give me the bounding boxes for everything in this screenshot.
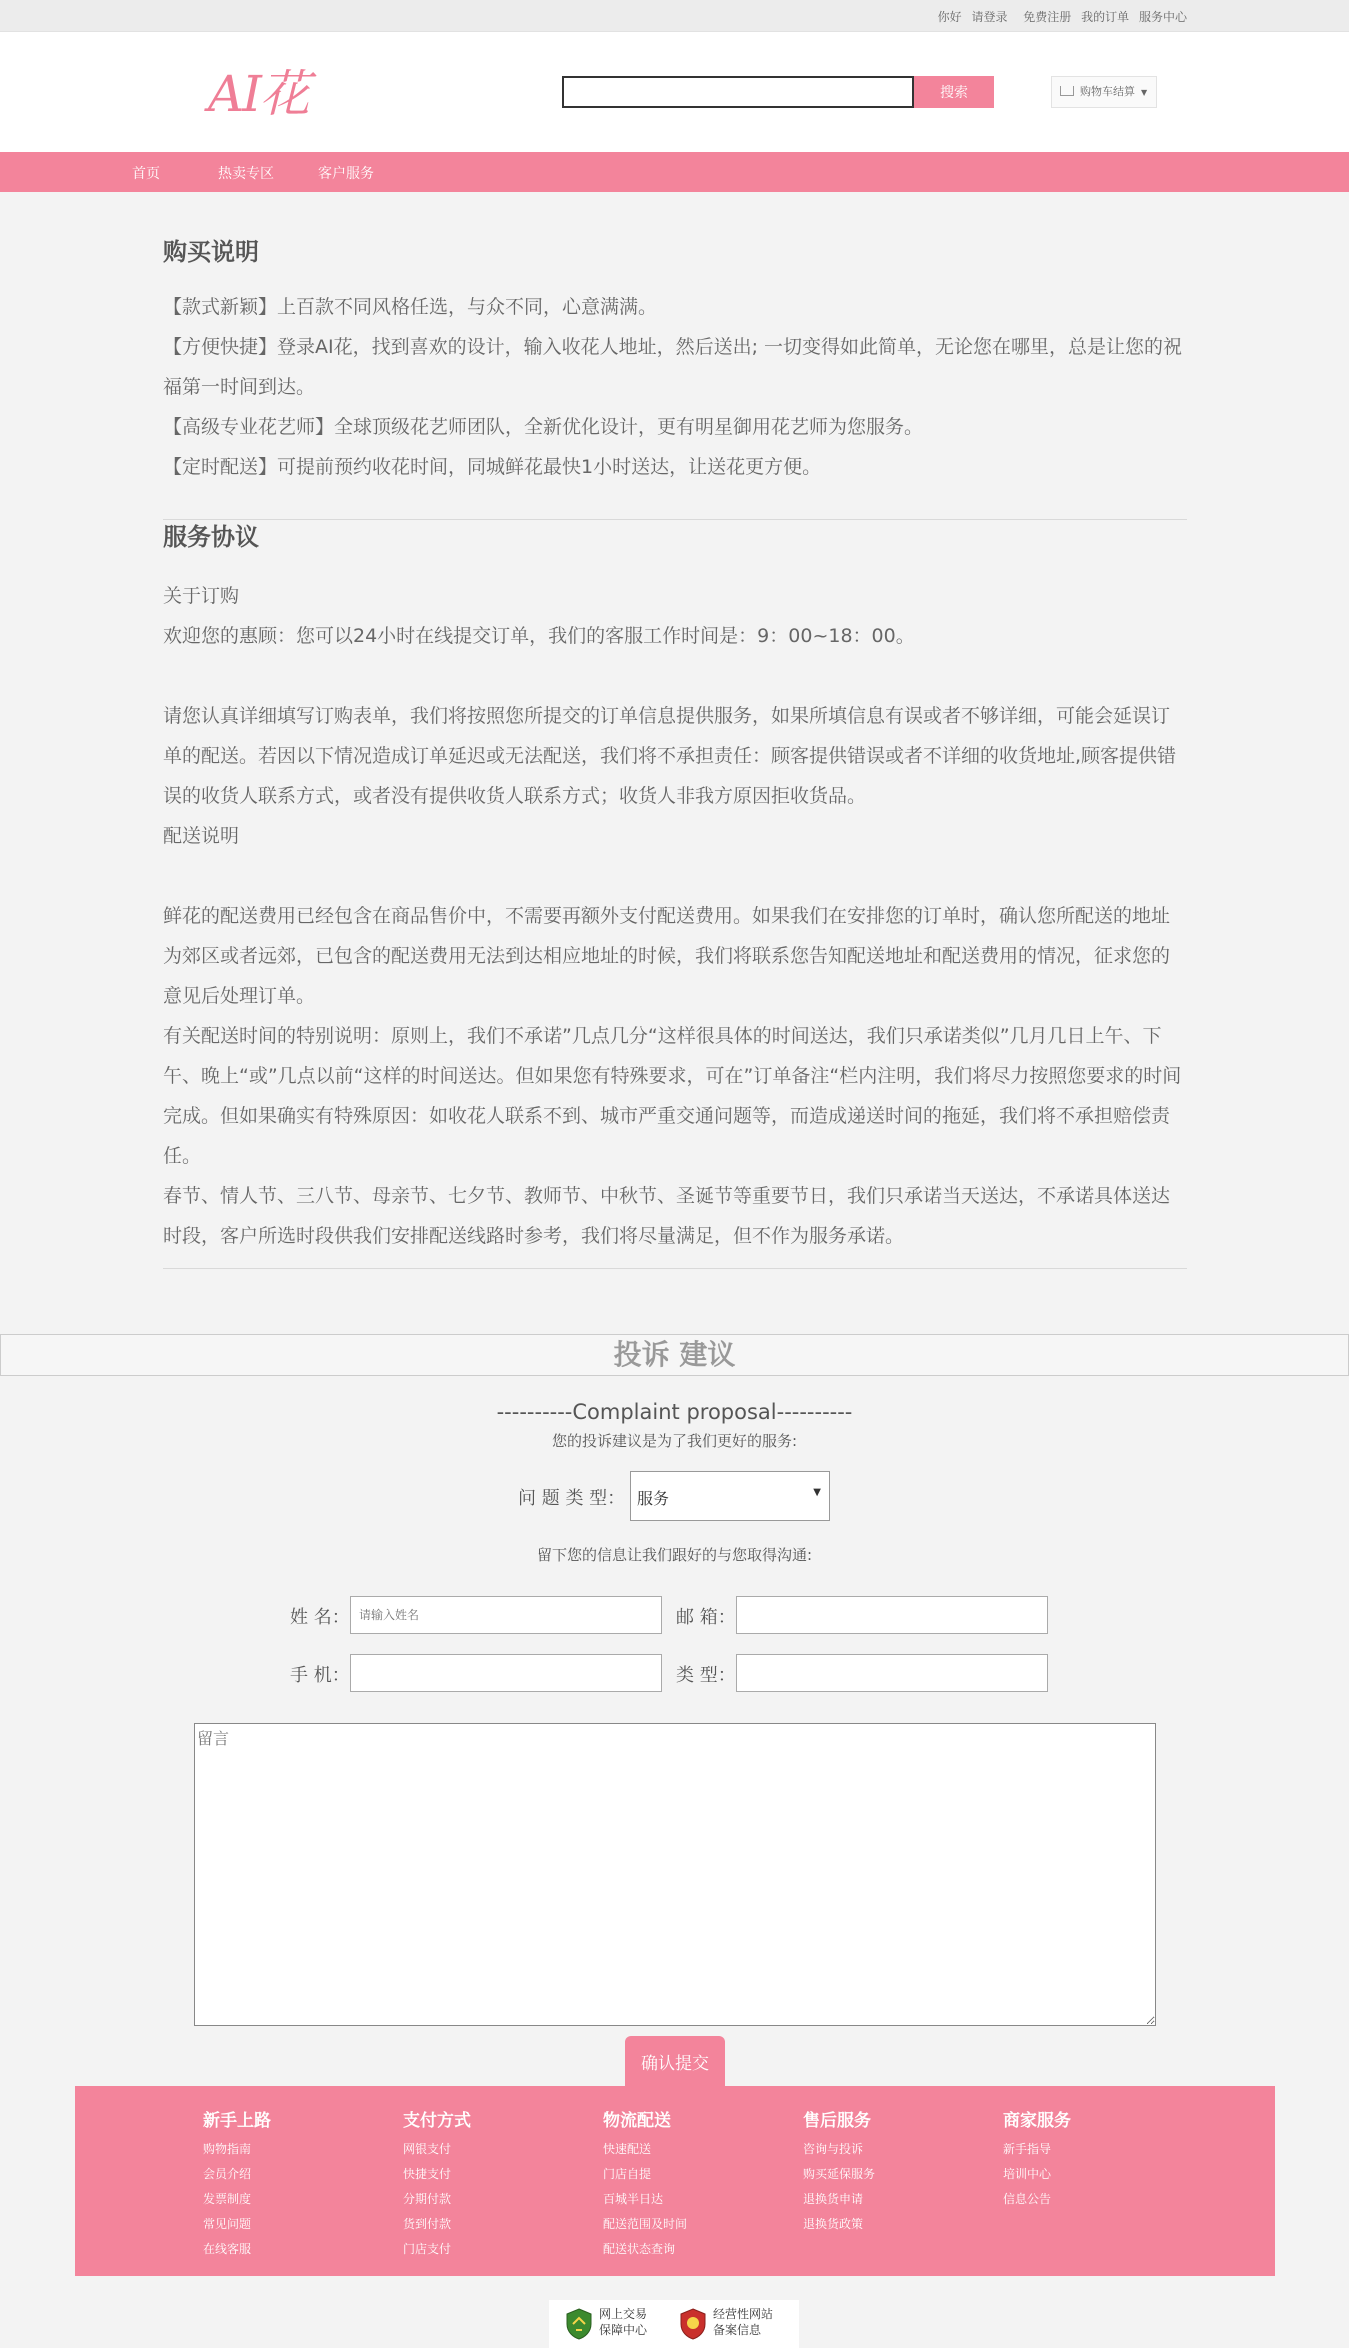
message-textarea[interactable] [194,1723,1156,2026]
footer-link[interactable]: 培训中心 [1003,2167,1052,2181]
footer-link[interactable]: 信息公告 [1003,2192,1052,2206]
footer-link[interactable]: 配送状态查询 [603,2242,676,2256]
shield-icon [565,2308,593,2340]
cart-icon [1060,86,1074,96]
phone-input[interactable] [350,1654,662,1692]
search-input[interactable] [562,76,914,108]
my-orders-link[interactable]: 我的订单 [1081,10,1130,24]
agreement-paragraph: 请您认真详细填写订购表单，我们将按照您所提交的订单信息提供服务，如果所填信息有误或者不够详细，可能会延误订单的配送。若因以下情况造成订单延迟或无法配送，我们将不承担责任：顾客提供错误或者不详细的收货地址,顾客提供错误的收货人联系方式，或者没有提供收货人联系方式；收货人非我方原因拒收货品。 [163,705,1177,807]
badge-line: 经营性网站 [713,2307,774,2321]
agreement-paragraph: 关于订购 [163,585,240,607]
footer-heading: 售后服务 [803,2111,871,2131]
register-link[interactable]: 免费注册 [1023,10,1072,24]
complaint-en-title: ----------Complaint proposal---------- [496,1400,853,1424]
agreement-title: 服务协议 [163,523,259,551]
footer-link[interactable]: 常见问题 [203,2217,252,2231]
footer-heading: 物流配送 [603,2111,671,2131]
agreement-paragraph: 春节、情人节、三八节、母亲节、七夕节、教师节、中秋节、圣诞节等重要节日，我们只承诺当天送达，不承诺具体送达时段，客户所选时段供我们安排配送线路时参考，我们将尽量满足，但不作为服务承诺。 [163,1185,1171,1247]
login-link[interactable]: 请登录 [971,10,1008,24]
footer-link[interactable]: 会员介绍 [203,2167,252,2181]
agreement-paragraph: 鲜花的配送费用已经包含在商品售价中，不需要再额外支付配送费用。如果我们在安排您的订单时，确认您所配送的地址为郊区或者远郊，已包含的配送费用无法到达相应地址的时候，我们将联系您告知配送地址和配送费用的情况，征求您的意见后处理订单。 [163,905,1171,1007]
complaint-subtitle: 您的投诉建议是为了我们更好的服务: [551,1432,798,1450]
nav-item-customer-service[interactable]: 客户服务 [318,166,374,182]
footer-link[interactable]: 网银支付 [403,2142,452,2156]
service-center-link[interactable]: 服务中心 [1138,10,1187,24]
greeting-text: 你好 [937,10,962,24]
nav-item-home[interactable]: 首页 [132,166,160,182]
dropdown-arrow-icon: ▼ [813,1487,821,1498]
footer-heading: 商家服务 [1003,2111,1071,2131]
issue-type-value: 服务 [637,1489,670,1508]
purchase-paragraph: 【款式新颖】上百款不同风格任选，与众不同，心意满满。 [163,296,658,318]
kind-input[interactable] [736,1654,1048,1692]
footer-link[interactable]: 配送范围及时间 [603,2217,688,2231]
footer-link[interactable]: 新手指导 [1003,2142,1052,2156]
kind-label: 类 型： [676,1665,736,1686]
issue-type-label: 问 题 类 型： [518,1488,626,1509]
footer-link[interactable]: 购物指南 [203,2142,252,2156]
footer-heading: 新手上路 [203,2111,271,2131]
header [0,32,1349,152]
footer-link[interactable]: 门店自提 [603,2167,652,2181]
top-bar [0,0,1349,32]
footer-column [803,2106,875,2237]
submit-button[interactable]: 确认提交 [625,2036,725,2086]
agreement-paragraph: 欢迎您的惠顾：您可以24小时在线提交订单，我们的客服工作时间是：9：00~18：00。 [163,625,915,647]
trust-badges [549,2300,799,2348]
footer-link[interactable]: 退换货申请 [803,2192,864,2206]
footer [75,2086,1275,2276]
footer-column [203,2106,271,2262]
footer-column [403,2106,471,2262]
email-label: 邮 箱： [676,1607,736,1628]
footer-link[interactable]: 分期付款 [403,2192,452,2206]
footer-column [1003,2106,1071,2212]
badge-line: 网上交易 [599,2307,648,2321]
footer-heading: 支付方式 [403,2111,471,2131]
divider [163,1268,1187,1269]
issue-type-select[interactable] [630,1471,830,1521]
footer-link[interactable]: 门店支付 [403,2242,452,2256]
purchase-paragraph: 【高级专业花艺师】全球顶级花艺师团队，全新优化设计，更有明星御用花艺师为您服务。 [163,416,924,438]
search-button[interactable]: 搜索 [914,76,994,108]
leave-info-note: 留下您的信息让我们跟好的与您取得沟通: [536,1546,813,1564]
name-label: 姓 名： [290,1607,350,1628]
spacer [163,856,1187,896]
footer-link[interactable]: 快速配送 [603,2142,652,2156]
top-links [932,8,1187,25]
cart-button[interactable] [1051,76,1157,108]
badge-line: 保障中心 [599,2323,648,2337]
footer-link[interactable]: 在线客服 [203,2242,252,2256]
name-input[interactable] [350,1596,662,1634]
site-logo[interactable]: AI花 [208,65,308,123]
main-nav [0,152,1349,192]
complaint-title: 投诉 建议 [0,1334,1349,1376]
footer-link[interactable]: 快捷支付 [403,2167,452,2181]
footer-link[interactable]: 百城半日达 [603,2192,664,2206]
police-emblem-icon [679,2308,707,2340]
footer-column [603,2106,687,2262]
nav-item-hot[interactable]: 热卖专区 [218,166,274,182]
phone-label: 手 机： [290,1665,350,1686]
footer-link[interactable]: 购买延保服务 [803,2167,876,2181]
footer-link[interactable]: 咨询与投诉 [803,2142,864,2156]
footer-link[interactable]: 发票制度 [203,2192,252,2206]
main-content [163,232,1187,1309]
purchase-title: 购买说明 [163,238,259,266]
agreement-paragraph: 配送说明 [163,825,240,847]
purchase-paragraph: 【方便快捷】登录AI花，找到喜欢的设计，输入收花人地址，然后送出; 一切变得如此简单，无论您在哪里，总是让您的祝福第一时间到达。 [163,336,1183,398]
caret-down-icon: ▼ [1141,88,1148,97]
spacer [163,656,1187,696]
email-input[interactable] [736,1596,1048,1634]
agreement-paragraph: 有关配送时间的特别说明：原则上，我们不承诺”几点几分“这样很具体的时间送达，我们只承诺类似”几月几日上午、下午、晚上“或”几点以前“这样的时间送达。但如果您有特殊要求，可在”订单备注“栏内注明，我们将尽力按照您要求的时间完成。但如果确实有特殊原因：如收花人联系不到、城市严重交通问题等，而造成递送时间的拖延，我们将不承担赔偿责任。 [163,1025,1182,1167]
purchase-paragraph: 【定时配送】可提前预约收花时间，同城鲜花最快1小时送达，让送花更方便。 [163,456,822,478]
footer-link[interactable]: 退换货政策 [803,2217,864,2231]
footer-link[interactable]: 货到付款 [403,2217,452,2231]
badge-line: 备案信息 [713,2323,762,2337]
cart-label: 购物车结算 [1080,85,1135,98]
